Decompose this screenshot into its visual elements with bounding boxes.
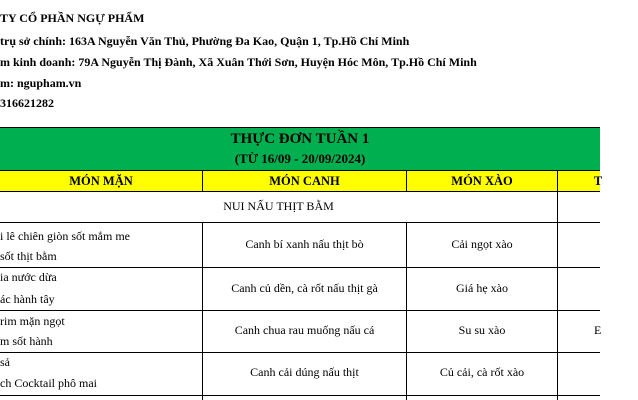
man-dish: sả: [0, 355, 10, 369]
grid-line: [0, 222, 600, 223]
head-office-address: trụ sở chính: 163A Nguyễn Văn Thủ, Phường Đa Kao, Quận 1, Tp.Hồ Chí Minh: [0, 34, 410, 48]
menu-date-range: (TỪ 16/09 - 20/09/2024): [234, 151, 366, 166]
man-dish: sốt thịt bằm: [0, 249, 57, 263]
xao-dish: Giá hẹ xào: [456, 281, 508, 295]
menu-title-banner: [0, 127, 600, 171]
grid-line: [0, 352, 600, 353]
grid-line: [0, 267, 600, 268]
company-website: m: ngupham.vn: [0, 76, 82, 90]
grid-line: [0, 310, 600, 311]
canh-dish: Canh chua rau muống nấu cá: [234, 323, 375, 337]
header-extra: T: [593, 174, 603, 188]
company-name: TY CỔ PHẦN NGỰ PHẨM: [0, 11, 145, 25]
man-dish: ch Cocktail phô mai: [0, 376, 97, 390]
man-dish: ác hành tây: [0, 292, 55, 306]
grid-line: [0, 395, 600, 396]
menu-header-row: [0, 170, 603, 192]
grid-line: [557, 170, 558, 400]
man-dish: m sốt hành: [0, 334, 53, 348]
header-mon-man: MÓN MẶN: [69, 174, 133, 188]
header-mon-xao: MÓN XÀO: [451, 174, 513, 188]
xao-dish: Cải ngọt xào: [451, 237, 513, 251]
man-dish: rim mặn ngọt: [0, 314, 65, 328]
man-dish: i lê chiên giòn sốt mắm me: [0, 229, 130, 243]
canh-dish: Canh củ dền, cà rốt nấu thịt gà: [231, 281, 378, 295]
menu-title: THỰC ĐƠN TUẦN 1: [230, 131, 370, 147]
merged-row-dish: NUI NẤU THỊT BẰM: [223, 199, 334, 213]
business-location-address: m kinh doanh: 79A Nguyễn Thị Đành, Xã Xuân Thới Sơn, Huyện Hóc Môn, Tp.Hồ Chí Minh: [0, 55, 477, 69]
xao-dish: Củ cải, cà rốt xào: [439, 365, 525, 379]
header-mon-canh: MÓN CANH: [269, 174, 340, 188]
grid-line: [406, 170, 407, 191]
company-phone: 316621282: [0, 96, 54, 110]
man-dish: ia nước dừa: [0, 270, 57, 284]
xao-dish: Su su xào: [458, 323, 506, 337]
extra-dish: E: [594, 323, 602, 337]
canh-dish: Canh bí xanh nấu thịt bò: [245, 237, 364, 251]
canh-dish: Canh cải dúng nấu thịt: [250, 365, 359, 379]
grid-line: [202, 170, 203, 191]
